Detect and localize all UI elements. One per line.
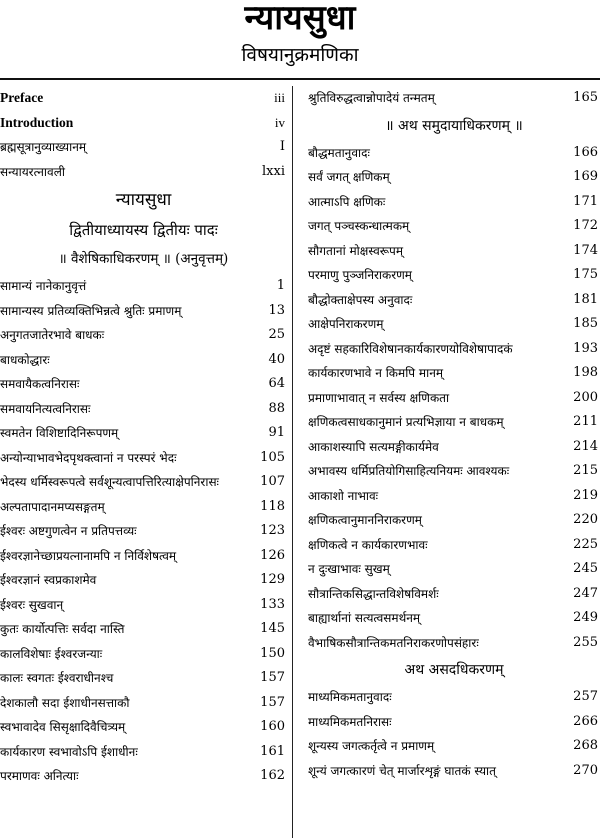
toc-entry-page-number: 245 xyxy=(573,561,598,576)
toc-entry xyxy=(308,288,600,313)
toc-entry-title: क्षणिकत्वसाधकानुमानं प्रत्यभिज्ञाया न बाधकम् xyxy=(308,415,504,429)
toc-entry-title: समवायैकत्वनिरासः xyxy=(0,377,80,391)
toc-entry-page-number: 174 xyxy=(573,242,598,258)
toc-entry-title: ब्रह्मसूत्रानुव्याख्यानम् xyxy=(0,140,87,154)
toc-entry-title: देशकालौ सदा ईशाधीनसत्ताकौ xyxy=(0,695,130,710)
toc-entry-page-number: 172 xyxy=(573,218,598,233)
toc-entry-page-number: 270 xyxy=(573,762,598,778)
toc-entry-title: अभावस्य धर्मिप्रतियोगिसाहित्यनियमः आवश्यकः xyxy=(308,464,510,478)
toc-entry xyxy=(308,337,600,362)
toc-entry-page-number: 88 xyxy=(268,400,285,416)
toc-entry xyxy=(0,323,287,348)
toc-entry-title: सौगतानां मोक्षस्वरूपम् xyxy=(308,243,404,258)
page-subtitle: विषयानुक्रमणिका xyxy=(241,44,359,66)
toc-entry-page-number: 214 xyxy=(573,438,598,454)
toc-entry xyxy=(308,435,600,460)
toc-entry-title: भेदस्य धर्मिस्वरूपत्वे सर्वशून्यत्वापत्तिरित्याक्षेपनिरासः xyxy=(0,475,219,489)
toc-entry-title: स्वमतेन विशिष्टादिनिरूपणम् xyxy=(0,426,119,440)
main-heading: न्यायसुधा xyxy=(115,190,172,210)
toc-entry xyxy=(0,135,287,160)
toc-entry-title: कार्यकारणभावे न किमपि मानम् xyxy=(308,366,444,380)
toc-entry-page-number: 219 xyxy=(573,487,598,503)
toc-entry-page-number: 145 xyxy=(260,621,285,636)
front-matter-list xyxy=(0,86,287,184)
toc-entry-page-number: 105 xyxy=(260,449,285,465)
section-heading-asad: अथ असदधिकरणम् xyxy=(404,662,504,678)
toc-entry-page-number: 169 xyxy=(573,169,598,184)
toc-entry xyxy=(0,160,287,185)
toc-entry xyxy=(0,111,287,136)
toc-entry xyxy=(308,263,600,288)
toc-entry-title: क्षणिकत्वानुमाननिराकरणम् xyxy=(308,513,422,527)
toc-entry-page-number: 247 xyxy=(573,585,598,601)
toc-entry-page-number: 255 xyxy=(573,634,598,650)
toc-entry-title: ईश्वरः अष्टगुणत्वेन न प्रतिपत्तव्यः xyxy=(0,524,137,538)
toc-entry-title: आकाशो नाभावः xyxy=(308,488,379,503)
toc-list-samudaya xyxy=(308,141,600,656)
right-column xyxy=(308,86,600,783)
chapter-heading: द्वितीयाध्यायस्य द्वितीयः पादः xyxy=(69,221,218,239)
toc-entry-title: ईश्वरज्ञानेच्छाप्रयत्नानामपि न निर्विशेषत्वम् xyxy=(0,548,177,563)
toc-entry-title: परमाणवः अनित्याः xyxy=(0,769,79,783)
column-divider xyxy=(292,86,293,838)
toc-entry-page-number: 25 xyxy=(268,327,285,342)
toc-entry xyxy=(0,397,287,422)
section-heading-samudaya: ॥ अथ समुदायाधिकरणम् ॥ xyxy=(385,117,523,134)
toc-entry-title: बौद्धोक्ताक्षेपस्य अनुवादः xyxy=(308,292,413,307)
toc-entry-title: Preface xyxy=(0,90,44,105)
toc-entry-title: ईश्वरज्ञानं स्वप्रकाशमेव xyxy=(0,573,97,587)
toc-entry-page-number: 166 xyxy=(573,144,598,160)
toc-entry xyxy=(308,459,600,484)
toc-entry xyxy=(0,495,287,520)
toc-entry-page-number: 129 xyxy=(260,572,285,587)
toc-entry xyxy=(308,86,600,111)
toc-entry-page-number: 107 xyxy=(260,474,285,489)
toc-entry-page-number: 215 xyxy=(573,463,598,478)
toc-entry-title: कालविशेषाः ईश्वरजन्याः xyxy=(0,646,103,661)
toc-entry-page-number: 13 xyxy=(268,302,285,318)
toc-entry xyxy=(308,759,600,784)
toc-entry-title: न दुःखाभावः सुखम् xyxy=(308,562,390,576)
toc-list-left xyxy=(0,274,287,789)
toc-entry-page-number: 185 xyxy=(573,316,598,331)
toc-entry xyxy=(308,631,600,656)
toc-entry-title: अनुगतजातेरभावे बाधकः xyxy=(0,328,105,342)
toc-entry-title: आक्षेपनिराकरणम् xyxy=(308,317,384,331)
toc-entry xyxy=(0,642,287,667)
toc-entry-page-number: 165 xyxy=(573,90,598,105)
toc-entry-title: ईश्वरः सुखवान् xyxy=(0,597,64,612)
toc-entry-title: कुतः कार्योत्पत्तिः सर्वदा नास्ति xyxy=(0,622,125,636)
toc-entry-page-number: 160 xyxy=(260,719,285,734)
toc-entry-title: सर्वं जगत् क्षणिकम् xyxy=(308,170,390,184)
toc-entry-page-number: I xyxy=(279,139,285,154)
toc-entry-title: अदृष्टं सहकारिविशेषानकार्यकारणयोविशेषापादकं xyxy=(308,341,513,356)
toc-entry xyxy=(0,568,287,593)
toc-entry-title: सन्यायरत्नावली xyxy=(0,164,65,179)
toc-entry-page-number: 157 xyxy=(260,694,285,710)
toc-entry-page-number: 175 xyxy=(573,267,598,282)
toc-entry xyxy=(308,606,600,631)
toc-entry-title: आकाशस्यापि सत्यमङ्गीकार्यमेव xyxy=(308,439,439,454)
toc-entry xyxy=(308,239,600,264)
page-title: न्यायसुधा xyxy=(244,0,356,38)
toc-entry xyxy=(308,710,600,735)
toc-entry-page-number: 193 xyxy=(573,340,598,356)
toc-entry xyxy=(0,715,287,740)
toc-entry xyxy=(0,274,287,299)
toc-entry xyxy=(0,372,287,397)
toc-entry xyxy=(0,740,287,765)
toc-entry-page-number: 64 xyxy=(268,376,285,391)
toc-entry-page-number: 225 xyxy=(573,536,598,552)
toc-entry-page-number: 118 xyxy=(260,498,285,514)
toc-entry-page-number: lxxi xyxy=(262,163,285,179)
toc-entry-page-number: 268 xyxy=(573,738,598,753)
toc-entry-page-number: 157 xyxy=(260,670,285,685)
toc-entry-title: अल्पतापादानमप्यसङ्गतम् xyxy=(0,499,105,514)
toc-entry-title: परमाणु पुञ्जनिराकरणम् xyxy=(308,268,412,282)
toc-entry-title: समवायनित्यत्वनिरासः xyxy=(0,401,91,416)
toc-entry xyxy=(0,299,287,324)
toc-entry-page-number: 181 xyxy=(573,291,598,307)
toc-entry-page-number: 211 xyxy=(573,414,598,429)
toc-entry xyxy=(0,544,287,569)
toc-entry xyxy=(308,361,600,386)
toc-entry-title: बाह्यार्थानां सत्यत्वसमर्थनम् xyxy=(308,611,421,625)
toc-entry xyxy=(0,86,287,111)
toc-entry-title: बौद्धमतानुवादः xyxy=(308,145,370,160)
toc-entry-title: सामान्यं नानेकानुवृत्तं xyxy=(0,279,87,293)
toc-list-asad xyxy=(308,685,600,783)
toc-entry-title: कालः स्वगतः ईश्वराधीनश्च xyxy=(0,671,114,685)
toc-entry xyxy=(308,190,600,215)
toc-entry xyxy=(0,519,287,544)
toc-entry-page-number: iii xyxy=(274,90,285,105)
toc-entry xyxy=(0,666,287,691)
header-divider xyxy=(0,78,600,80)
toc-entry-page-number: 257 xyxy=(573,689,598,704)
toc-entry xyxy=(308,214,600,239)
toc-list-right-top xyxy=(308,86,600,111)
toc-entry xyxy=(308,508,600,533)
toc-entry-page-number: 198 xyxy=(573,365,598,380)
toc-entry xyxy=(0,421,287,446)
toc-entry-title: प्रमाणाभावात् न सर्वस्य क्षणिकता xyxy=(308,390,450,405)
toc-entry xyxy=(0,348,287,373)
toc-entry-title: Introduction xyxy=(0,114,74,130)
toc-entry-page-number: 161 xyxy=(260,743,285,759)
toc-entry xyxy=(308,582,600,607)
toc-entry-title: आत्माऽपि क्षणिकः xyxy=(308,194,386,209)
toc-entry-title: शून्यं जगत्कारणं चेत् मार्जारशृङ्गं घातकं स्यात् xyxy=(308,763,496,778)
toc-entry-title: जगत् पञ्चस्कन्धात्मकम् xyxy=(308,219,410,233)
toc-entry xyxy=(0,470,287,495)
toc-entry-page-number: 126 xyxy=(260,547,285,563)
section-heading-vaisheshika: ॥ वैशेषिकाधिकरणम् ॥ (अनुवृत्तम्) xyxy=(58,251,229,267)
toc-entry xyxy=(308,484,600,509)
toc-entry xyxy=(0,593,287,618)
toc-entry xyxy=(308,386,600,411)
toc-entry xyxy=(0,446,287,471)
toc-entry-title: सौत्रान्तिकसिद्धान्तविशेषविमर्शः xyxy=(308,586,439,601)
toc-entry-page-number: 1 xyxy=(276,278,285,293)
toc-entry xyxy=(0,691,287,716)
toc-entry xyxy=(308,533,600,558)
toc-entry-title: कार्यकारण स्वभावोऽपि ईशाधीनः xyxy=(0,744,138,759)
toc-entry-title: अन्योन्याभावभेदपृथक्त्वानां न परस्परं भेदः xyxy=(0,450,177,465)
toc-entry xyxy=(308,165,600,190)
toc-entry-title: बाधकोद्धारः xyxy=(0,352,50,367)
toc-entry-title: क्षणिकत्वे न कार्यकारणभावः xyxy=(308,537,428,552)
toc-entry-title: माध्यमिकमतानुवादः xyxy=(308,690,392,704)
toc-entry-page-number: 162 xyxy=(260,768,285,783)
toc-entry xyxy=(0,617,287,642)
toc-entry xyxy=(308,557,600,582)
toc-entry-page-number: 249 xyxy=(573,610,598,625)
toc-entry-title: वैभाषिकसौत्रान्तिकमतनिराकरणोपसंहारः xyxy=(308,635,479,650)
toc-entry-page-number: 220 xyxy=(573,512,598,527)
toc-entry xyxy=(308,312,600,337)
toc-entry-page-number: 171 xyxy=(573,193,598,209)
toc-entry-title: सामान्यस्य प्रतिव्यक्तिभिन्नत्वे श्रुतिः प्रमाणम् xyxy=(0,303,182,318)
toc-entry-page-number: 133 xyxy=(260,596,285,612)
toc-entry xyxy=(308,734,600,759)
toc-entry xyxy=(0,764,287,789)
left-column xyxy=(0,86,287,789)
toc-entry-page-number: 266 xyxy=(573,713,598,729)
toc-entry-page-number: 40 xyxy=(268,351,285,367)
toc-entry-title: स्वभावादेव सिसृक्षादिवैचित्र्यम् xyxy=(0,720,126,734)
toc-entry xyxy=(308,141,600,166)
toc-entry-page-number: 91 xyxy=(268,425,285,440)
toc-entry-page-number: iv xyxy=(274,114,285,130)
toc-entry xyxy=(308,685,600,710)
toc-entry-page-number: 200 xyxy=(573,389,598,405)
toc-entry-page-number: 150 xyxy=(260,645,285,661)
toc-entry-title: श्रुतिविरुद्धत्वान्नोपादेयं तन्मतम् xyxy=(308,91,435,105)
toc-entry xyxy=(308,410,600,435)
toc-entry-page-number: 123 xyxy=(260,523,285,538)
toc-entry-title: शून्यस्य जगत्कर्तृत्वे न प्रमाणम् xyxy=(308,739,435,753)
toc-entry-title: माध्यमिकमतनिरासः xyxy=(308,714,392,729)
